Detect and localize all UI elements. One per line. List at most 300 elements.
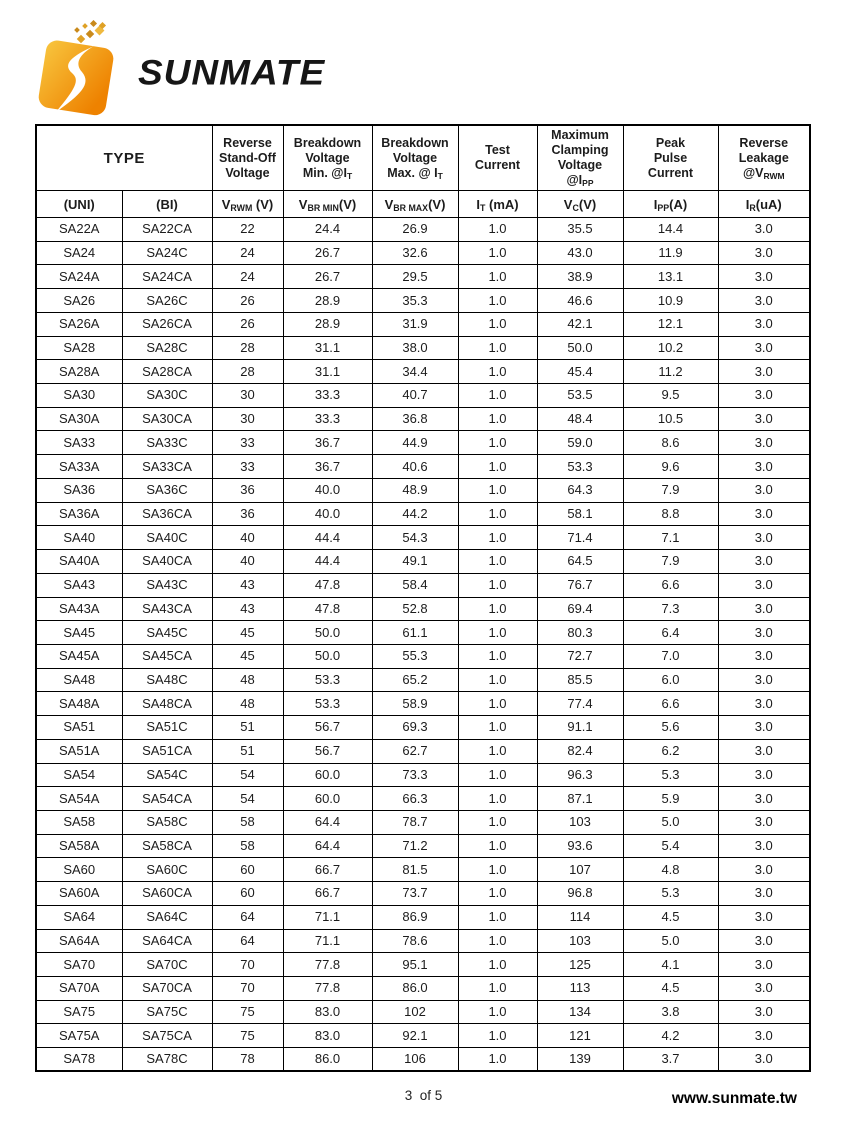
spec-cell: SA45A (36, 644, 122, 668)
spec-cell: 3.0 (718, 241, 810, 265)
spec-cell: 4.8 (623, 858, 718, 882)
spec-cell: 8.6 (623, 431, 718, 455)
spec-cell: 1.0 (458, 929, 537, 953)
spec-table-head (36, 125, 810, 218)
spec-cell: 107 (537, 858, 623, 882)
table-row (36, 502, 810, 526)
spec-cell: SA33C (122, 431, 212, 455)
spec-cell: 103 (537, 810, 623, 834)
table-row (36, 336, 810, 360)
spec-cell: 48.9 (372, 478, 458, 502)
spec-cell: SA70A (36, 977, 122, 1001)
table-row (36, 478, 810, 502)
spec-cell: 1.0 (458, 384, 537, 408)
spec-cell: 44.4 (283, 550, 372, 574)
spec-cell: 8.8 (623, 502, 718, 526)
spec-cell: 83.0 (283, 1000, 372, 1024)
spec-cell: 3.8 (623, 1000, 718, 1024)
spec-cell: 1.0 (458, 834, 537, 858)
spec-cell: 60 (212, 858, 283, 882)
spec-cell: 59.0 (537, 431, 623, 455)
spec-cell: 10.9 (623, 289, 718, 313)
spec-cell: 10.5 (623, 407, 718, 431)
spec-cell: 40.0 (283, 478, 372, 502)
spec-cell: 1.0 (458, 621, 537, 645)
spec-cell: 45 (212, 644, 283, 668)
table-row (36, 668, 810, 692)
spec-cell: 103 (537, 929, 623, 953)
spec-cell: 86.0 (372, 977, 458, 1001)
spec-cell: 77.4 (537, 692, 623, 716)
spec-cell: 3.0 (718, 478, 810, 502)
spec-cell: 3.0 (718, 929, 810, 953)
spec-cell: 49.1 (372, 550, 458, 574)
spec-cell: 3.0 (718, 265, 810, 289)
table-row (36, 312, 810, 336)
spec-cell: 36 (212, 478, 283, 502)
table-row (36, 1000, 810, 1024)
spec-cell: 6.4 (623, 621, 718, 645)
spec-cell: SA78C (122, 1048, 212, 1072)
spec-cell: SA60CA (122, 882, 212, 906)
spec-cell: 43 (212, 597, 283, 621)
spec-cell: 40.6 (372, 455, 458, 479)
spec-cell: 38.9 (537, 265, 623, 289)
spec-cell: 1.0 (458, 905, 537, 929)
spec-cell: 1.0 (458, 550, 537, 574)
spec-cell: 46.6 (537, 289, 623, 313)
spec-cell: 26.7 (283, 241, 372, 265)
spec-cell: 9.5 (623, 384, 718, 408)
table-row (36, 1048, 810, 1072)
spec-cell: 11.2 (623, 360, 718, 384)
spec-cell: 54.3 (372, 526, 458, 550)
spec-cell: 121 (537, 1024, 623, 1048)
spec-cell: 70 (212, 953, 283, 977)
spec-cell: 26 (212, 289, 283, 313)
spec-cell: SA36A (36, 502, 122, 526)
spec-cell: 77.8 (283, 953, 372, 977)
spec-cell: 1.0 (458, 739, 537, 763)
spec-cell: 3.0 (718, 312, 810, 336)
table-row (36, 621, 810, 645)
spec-cell: 3.0 (718, 905, 810, 929)
spec-cell: 1.0 (458, 977, 537, 1001)
spec-cell: SA75A (36, 1024, 122, 1048)
spec-cell: 61.1 (372, 621, 458, 645)
spec-cell: 1.0 (458, 787, 537, 811)
spec-cell: 31.9 (372, 312, 458, 336)
spec-cell: 71.1 (283, 929, 372, 953)
spec-cell: 6.6 (623, 573, 718, 597)
table-row (36, 1024, 810, 1048)
spec-cell: 53.3 (537, 455, 623, 479)
spec-cell: 43 (212, 573, 283, 597)
spec-cell: SA75C (122, 1000, 212, 1024)
spec-cell: 13.1 (623, 265, 718, 289)
table-row (36, 739, 810, 763)
spec-cell: 1.0 (458, 218, 537, 242)
spec-cell: 30 (212, 384, 283, 408)
unit-header: $I_{PP}(A)$ (623, 191, 718, 218)
spec-cell: 6.2 (623, 739, 718, 763)
spec-cell: 51 (212, 739, 283, 763)
spec-cell: SA28A (36, 360, 122, 384)
spec-cell: 50.0 (283, 621, 372, 645)
table-row (36, 905, 810, 929)
spec-cell: SA26CA (122, 312, 212, 336)
spec-cell: 64 (212, 929, 283, 953)
spec-cell: 56.7 (283, 739, 372, 763)
spec-cell: SA54CA (122, 787, 212, 811)
spec-cell: 50.0 (283, 644, 372, 668)
spec-cell: 1.0 (458, 478, 537, 502)
spec-cell: 3.0 (718, 550, 810, 574)
spec-cell: 53.5 (537, 384, 623, 408)
spec-cell: 3.0 (718, 1048, 810, 1072)
table-row (36, 431, 810, 455)
spec-cell: 40 (212, 526, 283, 550)
spec-cell: 3.0 (718, 882, 810, 906)
spec-cell: SA64C (122, 905, 212, 929)
spec-cell: 64.4 (283, 810, 372, 834)
table-row (36, 834, 810, 858)
spec-cell: 44.9 (372, 431, 458, 455)
unit-header: $V_C(V)$ (537, 191, 623, 218)
spec-cell: 64 (212, 905, 283, 929)
table-row (36, 573, 810, 597)
spec-cell: 71.1 (283, 905, 372, 929)
spec-cell: 1.0 (458, 312, 537, 336)
spec-cell: 5.9 (623, 787, 718, 811)
spec-cell: SA48A (36, 692, 122, 716)
spec-cell: SA40A (36, 550, 122, 574)
spec-cell: 1.0 (458, 953, 537, 977)
spec-cell: 10.2 (623, 336, 718, 360)
spec-cell: SA22CA (122, 218, 212, 242)
spec-cell: SA43C (122, 573, 212, 597)
spec-cell: 1.0 (458, 407, 537, 431)
spec-cell: 1.0 (458, 882, 537, 906)
spec-cell: 36.7 (283, 431, 372, 455)
spec-cell: 45.4 (537, 360, 623, 384)
spec-cell: 1.0 (458, 573, 537, 597)
table-row (36, 977, 810, 1001)
spec-cell: SA75CA (122, 1024, 212, 1048)
spec-cell: 6.6 (623, 692, 718, 716)
spec-cell: SA45 (36, 621, 122, 645)
spec-cell: 60.0 (283, 763, 372, 787)
spec-cell: 64.4 (283, 834, 372, 858)
spec-cell: 40.0 (283, 502, 372, 526)
spec-cell: 48 (212, 692, 283, 716)
unit-header: $I_R(uA)$ (718, 191, 810, 218)
spec-cell: 3.0 (718, 336, 810, 360)
spec-cell: 62.7 (372, 739, 458, 763)
spec-cell: 14.4 (623, 218, 718, 242)
spec-cell: 34.4 (372, 360, 458, 384)
spec-cell: 28.9 (283, 312, 372, 336)
spec-cell: 5.0 (623, 929, 718, 953)
spec-cell: 40 (212, 550, 283, 574)
spec-cell: SA45C (122, 621, 212, 645)
table-row (36, 810, 810, 834)
spec-cell: SA58C (122, 810, 212, 834)
table-row (36, 953, 810, 977)
spec-cell: 93.6 (537, 834, 623, 858)
spec-cell: 58 (212, 834, 283, 858)
spec-cell: 58.9 (372, 692, 458, 716)
spec-cell: 3.0 (718, 787, 810, 811)
spec-cell: 75 (212, 1024, 283, 1048)
table-row (36, 265, 810, 289)
spec-cell: SA24 (36, 241, 122, 265)
spec-cell: 1.0 (458, 668, 537, 692)
spec-cell: 3.0 (718, 716, 810, 740)
table-row (36, 360, 810, 384)
spec-cell: 45 (212, 621, 283, 645)
spec-cell: 36.8 (372, 407, 458, 431)
spec-cell: 5.3 (623, 882, 718, 906)
spec-cell: 6.0 (623, 668, 718, 692)
table-row (36, 241, 810, 265)
page-number: 3 of 5 (404, 1088, 443, 1103)
spec-cell: 3.0 (718, 573, 810, 597)
spec-cell: 96.3 (537, 763, 623, 787)
spec-cell: 47.8 (283, 573, 372, 597)
table-row (36, 929, 810, 953)
spec-cell: 44.2 (372, 502, 458, 526)
spec-cell: 81.5 (372, 858, 458, 882)
spec-cell: 5.0 (623, 810, 718, 834)
spec-cell: SA40 (36, 526, 122, 550)
spec-cell: SA45CA (122, 644, 212, 668)
spec-cell: 66.7 (283, 882, 372, 906)
column-header-peak-pulse-current: Peak Pulse Current (623, 125, 718, 191)
spec-cell: 5.6 (623, 716, 718, 740)
spec-cell: 66.3 (372, 787, 458, 811)
spec-cell: 78.6 (372, 929, 458, 953)
spec-cell: SA22A (36, 218, 122, 242)
spec-cell: 3.0 (718, 763, 810, 787)
spec-cell: SA48C (122, 668, 212, 692)
sparkles-icon (74, 20, 106, 43)
spec-cell: 26 (212, 312, 283, 336)
spec-cell: SA33A (36, 455, 122, 479)
spec-cell: 71.2 (372, 834, 458, 858)
column-header-breakdown-voltage-max: Breakdown Voltage Max. @ $I_T$ (372, 125, 458, 191)
spec-cell: 54 (212, 787, 283, 811)
spec-cell: 52.8 (372, 597, 458, 621)
table-row (36, 644, 810, 668)
spec-cell: 3.0 (718, 977, 810, 1001)
spec-cell: 26.7 (283, 265, 372, 289)
spec-cell: SA64CA (122, 929, 212, 953)
spec-cell: 64.3 (537, 478, 623, 502)
spec-cell: 42.1 (537, 312, 623, 336)
spec-cell: 1.0 (458, 526, 537, 550)
spec-cell: 1.0 (458, 716, 537, 740)
spec-cell: 4.5 (623, 905, 718, 929)
spec-cell: 1.0 (458, 360, 537, 384)
spec-cell: 76.7 (537, 573, 623, 597)
spec-cell: 28.9 (283, 289, 372, 313)
spec-cell: 85.5 (537, 668, 623, 692)
spec-cell: 51 (212, 716, 283, 740)
spec-cell: 96.8 (537, 882, 623, 906)
spec-cell: SA24C (122, 241, 212, 265)
spec-cell: 26.9 (372, 218, 458, 242)
spec-cell: 125 (537, 953, 623, 977)
spec-cell: SA28CA (122, 360, 212, 384)
spec-cell: 87.1 (537, 787, 623, 811)
spec-cell: 40.7 (372, 384, 458, 408)
unit-header: $V_{BR MAX}(V)$ (372, 191, 458, 218)
spec-cell: SA75 (36, 1000, 122, 1024)
column-header-breakdown-voltage-min: Breakdown Voltage Min. $@I_T$ (283, 125, 372, 191)
table-row (36, 550, 810, 574)
spec-cell: 83.0 (283, 1024, 372, 1048)
spec-cell: 78.7 (372, 810, 458, 834)
spec-cell: 75 (212, 1000, 283, 1024)
spec-cell: 3.0 (718, 858, 810, 882)
spec-cell: 1.0 (458, 810, 537, 834)
spec-cell: 1.0 (458, 455, 537, 479)
spec-cell: 3.0 (718, 644, 810, 668)
spec-cell: 4.1 (623, 953, 718, 977)
spec-cell: 86.0 (283, 1048, 372, 1072)
unit-header: $I_T$ (mA) (458, 191, 537, 218)
table-row (36, 716, 810, 740)
spec-table (35, 124, 811, 1072)
spec-cell: 73.3 (372, 763, 458, 787)
spec-cell: 65.2 (372, 668, 458, 692)
spec-cell: SA48 (36, 668, 122, 692)
spec-table-body (36, 218, 810, 1072)
spec-cell: 7.1 (623, 526, 718, 550)
spec-cell: 3.0 (718, 834, 810, 858)
spec-cell: 3.0 (718, 526, 810, 550)
spec-cell: 69.3 (372, 716, 458, 740)
unit-header: (BI) (122, 191, 212, 218)
spec-cell: SA51C (122, 716, 212, 740)
spec-cell: 3.0 (718, 621, 810, 645)
spec-cell: 30 (212, 407, 283, 431)
spec-cell: 28 (212, 360, 283, 384)
table-row (36, 218, 810, 242)
spec-cell: 1.0 (458, 1048, 537, 1072)
spec-cell: SA28C (122, 336, 212, 360)
spec-cell: SA36C (122, 478, 212, 502)
spec-cell: SA51 (36, 716, 122, 740)
spec-cell: 31.1 (283, 336, 372, 360)
spec-cell: SA58A (36, 834, 122, 858)
table-row (36, 858, 810, 882)
spec-cell: 36 (212, 502, 283, 526)
spec-cell: 1.0 (458, 241, 537, 265)
spec-cell: 11.9 (623, 241, 718, 265)
spec-cell: 53.3 (283, 668, 372, 692)
spec-cell: 3.0 (718, 739, 810, 763)
spec-cell: 60 (212, 882, 283, 906)
spec-cell: 53.3 (283, 692, 372, 716)
spec-cell: 3.0 (718, 455, 810, 479)
spec-cell: 22 (212, 218, 283, 242)
spec-cell: SA51CA (122, 739, 212, 763)
spec-cell: 1.0 (458, 644, 537, 668)
table-row (36, 526, 810, 550)
spec-cell: 33.3 (283, 384, 372, 408)
spec-cell: 56.7 (283, 716, 372, 740)
spec-cell: 48 (212, 668, 283, 692)
sunmate-logo (36, 20, 325, 120)
spec-cell: 82.4 (537, 739, 623, 763)
spec-cell: 3.0 (718, 360, 810, 384)
spec-cell: 113 (537, 977, 623, 1001)
table-row (36, 597, 810, 621)
spec-cell: 1.0 (458, 431, 537, 455)
spec-cell: 31.1 (283, 360, 372, 384)
spec-cell: SA30A (36, 407, 122, 431)
spec-cell: 47.8 (283, 597, 372, 621)
spec-cell: 3.0 (718, 1000, 810, 1024)
spec-cell: 28 (212, 336, 283, 360)
spec-cell: 7.3 (623, 597, 718, 621)
spec-cell: 114 (537, 905, 623, 929)
spec-cell: SA64 (36, 905, 122, 929)
spec-cell: 1.0 (458, 336, 537, 360)
spec-cell: 43.0 (537, 241, 623, 265)
spec-cell: SA58CA (122, 834, 212, 858)
spec-cell: 3.0 (718, 218, 810, 242)
spec-cell: SA26 (36, 289, 122, 313)
table-row (36, 455, 810, 479)
table-row (36, 289, 810, 313)
spec-cell: 24.4 (283, 218, 372, 242)
spec-cell: 33 (212, 455, 283, 479)
spec-cell: 73.7 (372, 882, 458, 906)
spec-cell: SA64A (36, 929, 122, 953)
spec-cell: 3.0 (718, 953, 810, 977)
spec-cell: 60.0 (283, 787, 372, 811)
spec-cell: 72.7 (537, 644, 623, 668)
spec-cell: 139 (537, 1048, 623, 1072)
spec-cell: 3.0 (718, 407, 810, 431)
spec-cell: 50.0 (537, 336, 623, 360)
spec-cell: 3.0 (718, 502, 810, 526)
spec-cell: SA40CA (122, 550, 212, 574)
spec-cell: 33.3 (283, 407, 372, 431)
spec-cell: 69.4 (537, 597, 623, 621)
spec-cell: 5.3 (623, 763, 718, 787)
spec-cell: 95.1 (372, 953, 458, 977)
spec-cell: 78 (212, 1048, 283, 1072)
spec-cell: 58.1 (537, 502, 623, 526)
spec-cell: 4.5 (623, 977, 718, 1001)
spec-cell: 86.9 (372, 905, 458, 929)
spec-cell: 24 (212, 241, 283, 265)
spec-cell: 29.5 (372, 265, 458, 289)
spec-cell: 35.3 (372, 289, 458, 313)
sunmate-logo-wordmark: SUNMATE (138, 53, 326, 92)
spec-cell: 134 (537, 1000, 623, 1024)
spec-cell: 106 (372, 1048, 458, 1072)
spec-cell: 1.0 (458, 858, 537, 882)
spec-cell: SA54 (36, 763, 122, 787)
spec-cell: SA48CA (122, 692, 212, 716)
sunmate-logo-icon (36, 20, 128, 120)
column-header-test-current: Test Current (458, 125, 537, 191)
